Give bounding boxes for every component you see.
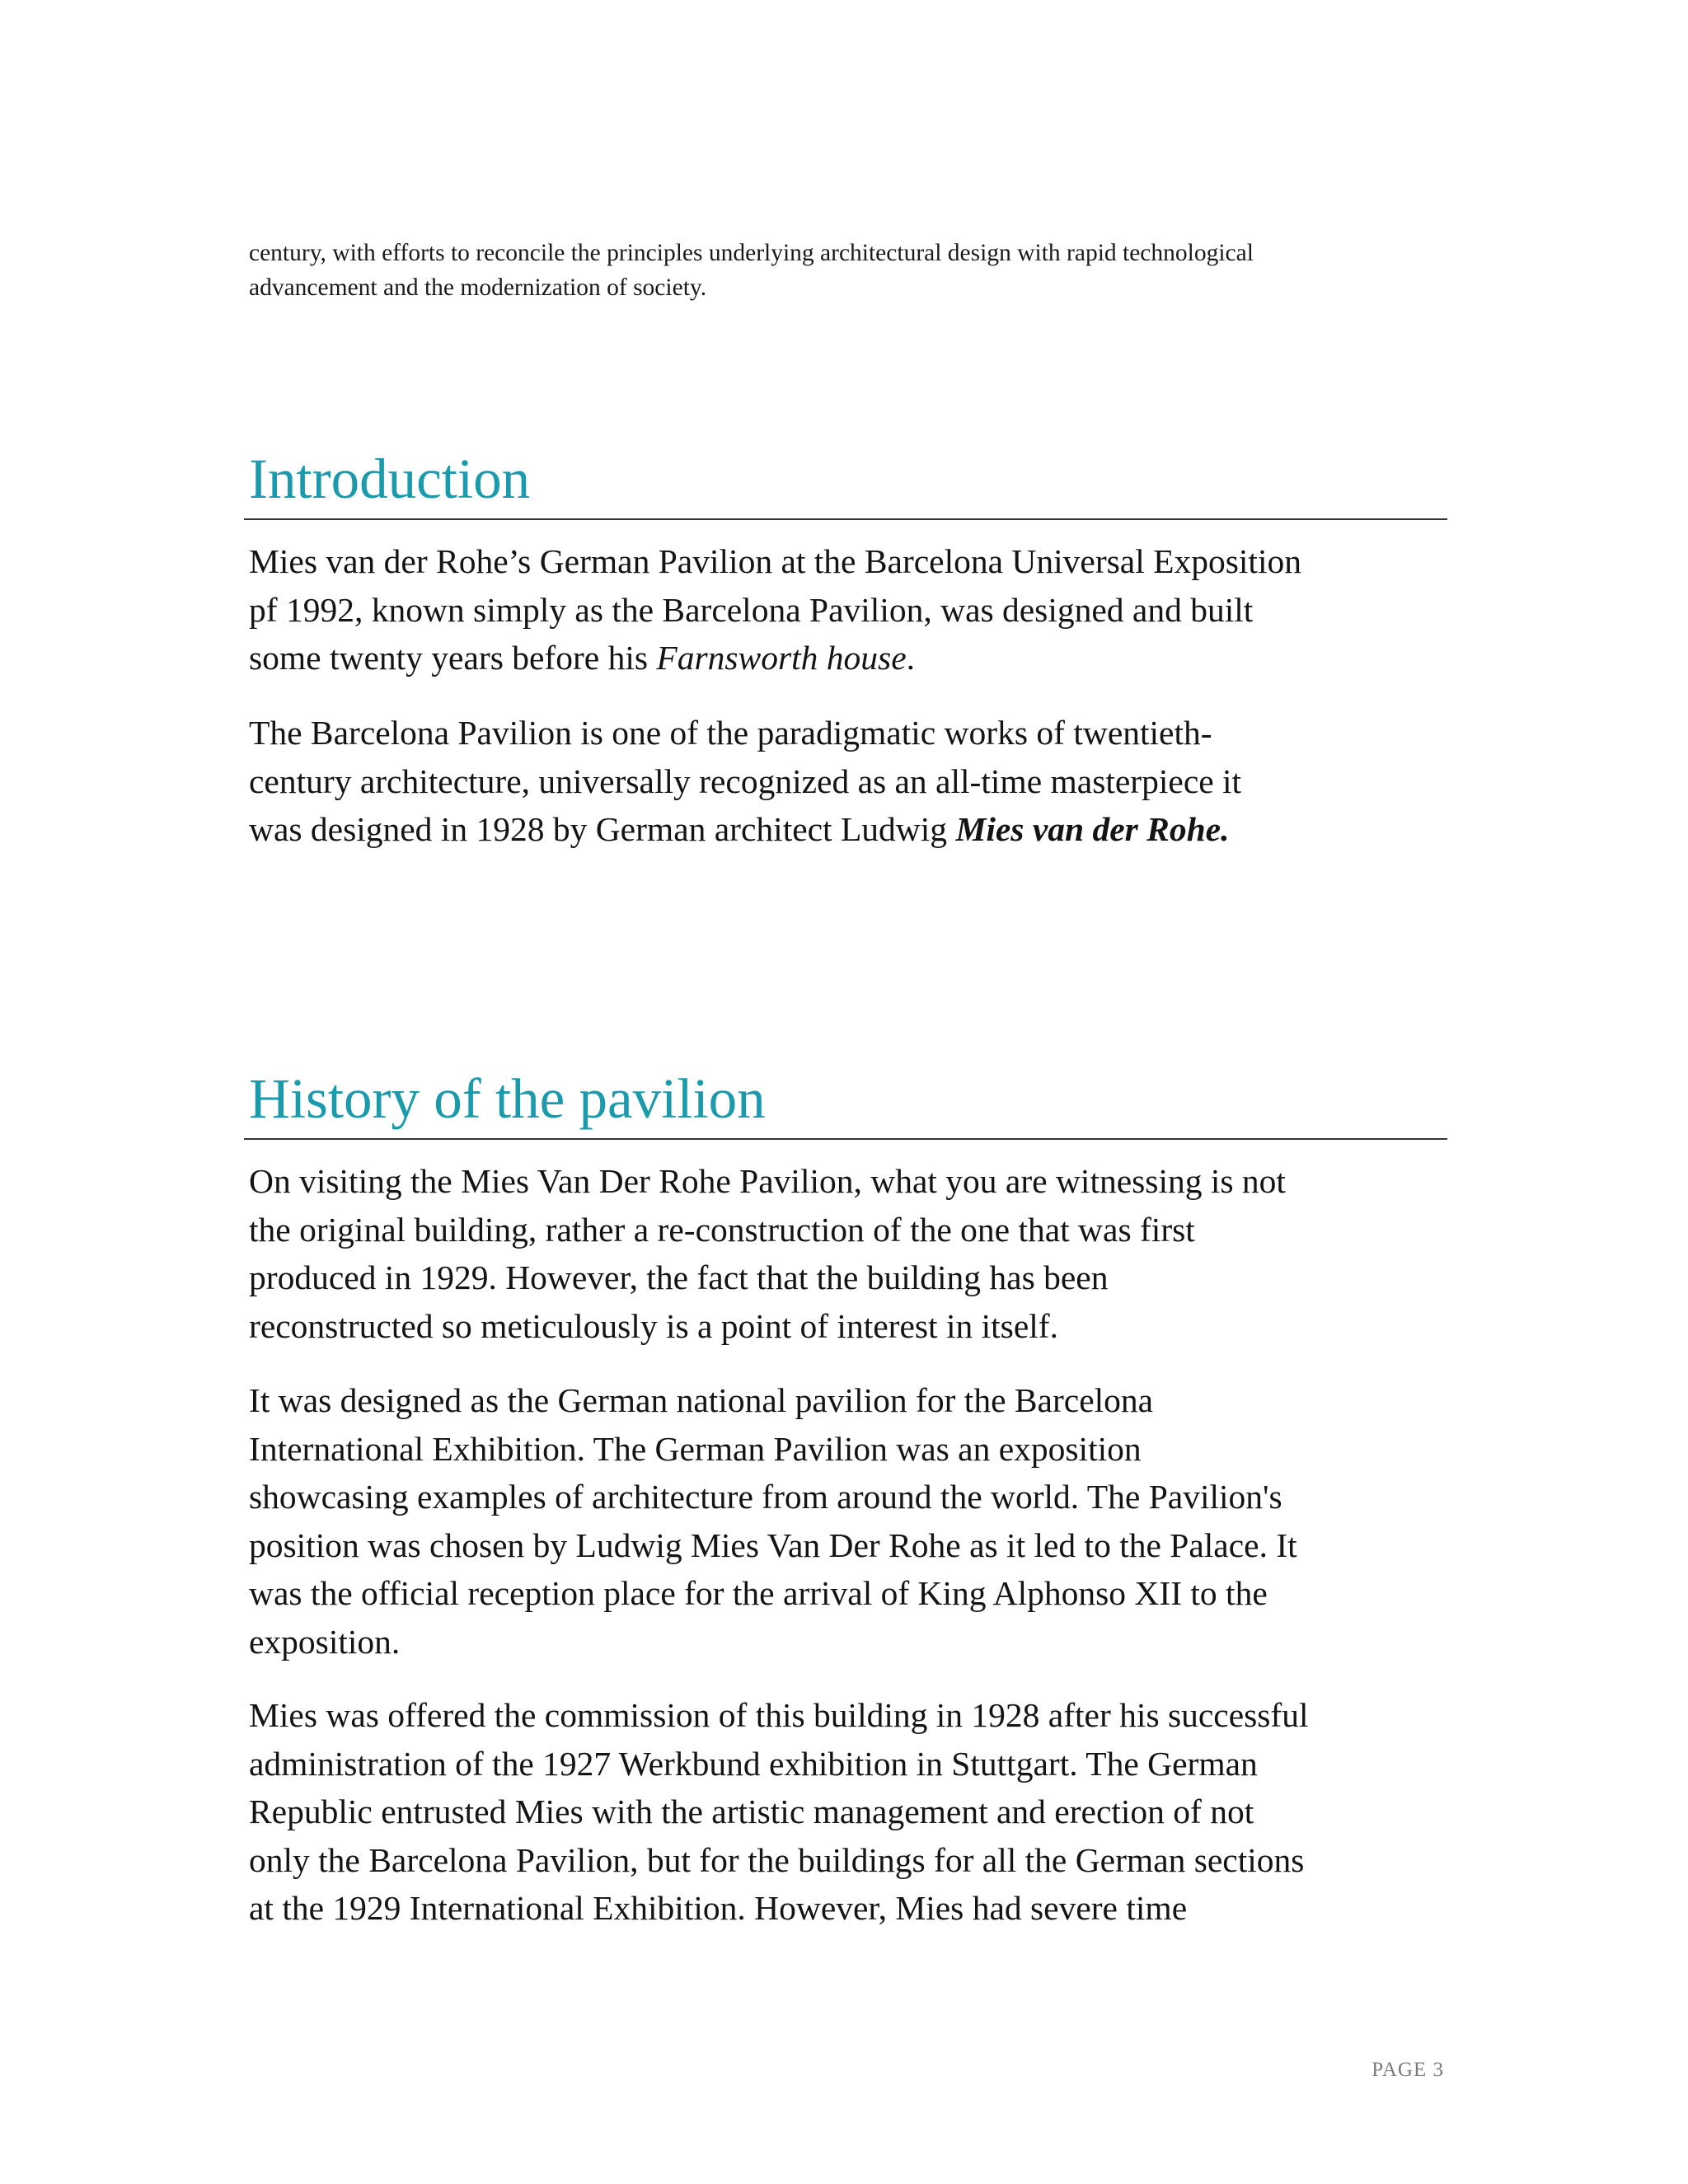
history-paragraph-2 <box>249 1376 1444 1666</box>
text-line: The Barcelona Pavilion is one of the paradigmatic works of twentieth- <box>249 714 1212 752</box>
introduction-heading-rule <box>244 518 1447 520</box>
text-line: On visiting the Mies Van Der Rohe Pavilion, what you are witnessing is not <box>249 1162 1286 1200</box>
text-line: the original building, rather a re-construction of the one that was first <box>249 1210 1195 1249</box>
text-line: advancement and the modernization of society. <box>249 274 707 301</box>
text-line: reconstructed so meticulously is a point of interest in itself. <box>249 1306 1058 1345</box>
history-paragraph-1 <box>249 1157 1444 1350</box>
history-heading: History of the pavilion <box>249 1067 766 1130</box>
text-line: only the Barcelona Pavilion, but for the buildings for all the German sections <box>249 1840 1305 1879</box>
text-line: position was chosen by Ludwig Mies Van Der Rohe as it led to the Palace. It <box>249 1526 1297 1564</box>
text-line: produced in 1929. However, the fact that the building has been <box>249 1258 1109 1296</box>
text-line: Mies was offered the commission of this building in 1928 after his successful <box>249 1696 1309 1734</box>
text-line: pf 1992, known simply as the Barcelona Pavilion, was designed and built <box>249 590 1254 629</box>
text-line: showcasing examples of architecture from around the world. The Pavilion's <box>249 1478 1282 1516</box>
text-line: administration of the 1927 Werkbund exhibition in Stuttgart. The German <box>249 1744 1258 1783</box>
text-segment: some twenty years before his <box>249 639 657 677</box>
text-line <box>249 634 1444 682</box>
text-line: century architecture, universally recognized as an all-time masterpiece it <box>249 762 1242 800</box>
text-line: was the official reception place for the arrival of King Alphonso XII to the <box>249 1574 1268 1612</box>
text-line: International Exhibition. The German Pavilion was an exposition <box>249 1429 1142 1468</box>
text-line: century, with efforts to reconcile the principles underlying architectural design with rapid technological <box>249 240 1254 266</box>
introduction-paragraph-1 <box>249 537 1444 682</box>
text-line: It was designed as the German national pavilion for the Barcelona <box>249 1381 1154 1419</box>
text-line <box>249 805 1444 854</box>
text-line: exposition. <box>249 1622 401 1661</box>
italic-title-farnsworth: Farnsworth house <box>656 639 907 677</box>
bold-italic-name: Mies van der Rohe. <box>955 810 1230 848</box>
page-number: PAGE 3 <box>1372 2059 1444 2081</box>
text-line: Mies van der Rohe’s German Pavilion at the Barcelona Universal Exposition <box>249 542 1301 580</box>
text-segment: was designed in 1928 by German architect Ludwig <box>249 810 956 848</box>
text-line: at the 1929 International Exhibition. However, Mies had severe time <box>249 1889 1188 1927</box>
history-heading-rule <box>244 1138 1447 1140</box>
text-segment: . <box>906 639 915 677</box>
continuation-paragraph <box>249 236 1444 305</box>
text-line: Republic entrusted Mies with the artistic management and erection of not <box>249 1793 1254 1830</box>
history-paragraph-3 <box>249 1691 1444 1933</box>
introduction-heading: Introduction <box>249 448 531 510</box>
introduction-paragraph-2 <box>249 709 1444 854</box>
